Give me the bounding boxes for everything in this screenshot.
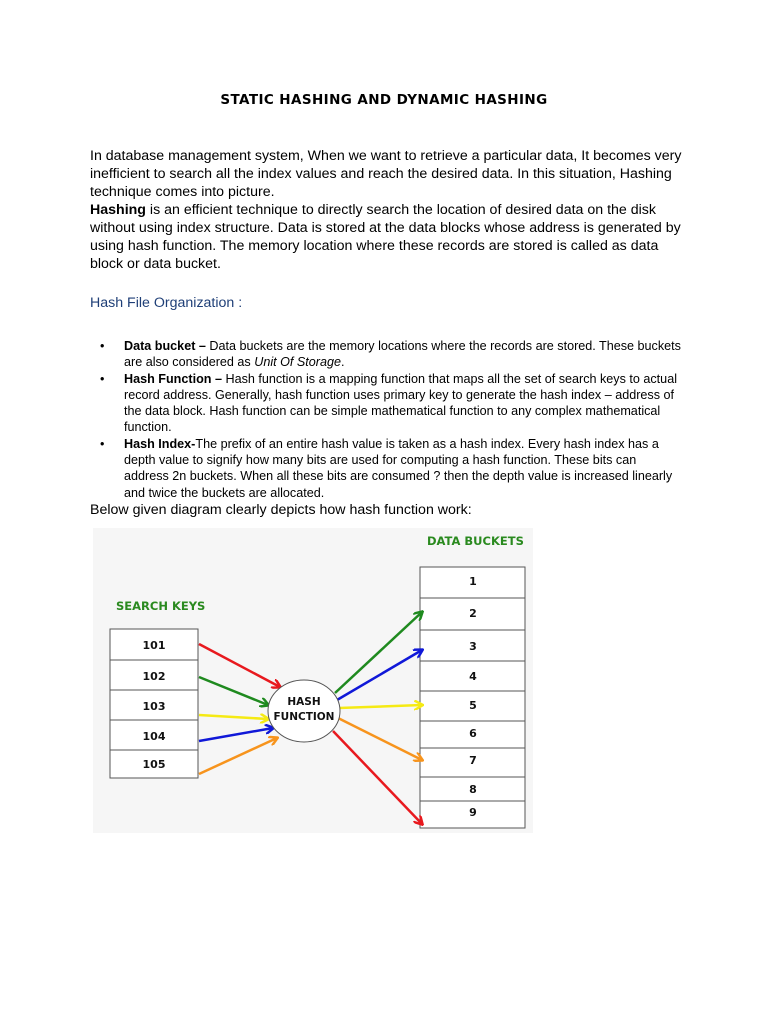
bullet-term: Hash Index-: [124, 436, 196, 451]
bucket-cell: 5: [469, 699, 477, 712]
bullet-text: The prefix of an entire hash value is taken as a hash index. Every hash index has a depth value to signify how many bits are used for computing a hash function. These bits can address 2n buckets. When all these bits are consumed ? then the depth value is increased linearly and twice the buckets are allocated.: [124, 436, 673, 500]
arrow-yellow-out: [339, 705, 422, 708]
bucket-cell: 7: [469, 754, 477, 767]
list-item-hash-function: [124, 371, 684, 436]
hash-label-line2: FUNCTION: [273, 711, 335, 723]
hashing-term: Hashing: [90, 202, 146, 218]
hash-diagram-svg: [93, 528, 533, 833]
arrow-blue-in: [199, 728, 273, 741]
search-keys-table: [110, 629, 198, 778]
intro-paragraph: In database management system, When we want to retrieve a particular data, It becomes very inefficient to search all the index values and reach the desired data. In this situation, Hashing technique comes into picture.: [90, 148, 682, 200]
data-buckets-table: [420, 567, 525, 828]
bucket-cell: 9: [469, 806, 477, 819]
bullet-text: Hash function is a mapping function that maps all the set of search keys to actual record address. Generally, hash function uses primary key to generate the hash index – address of the data block. Hash function can be simple mathematical function to any complex mathematical function.: [124, 371, 677, 435]
definition-list: [0, 338, 768, 501]
bucket-cell: 1: [469, 575, 477, 588]
section-heading: Hash File Organization :: [90, 295, 243, 311]
bullet-emphasis: Unit Of Storage: [254, 355, 342, 370]
arrow-blue-out: [337, 650, 422, 700]
page-title: STATIC HASHING AND DYNAMIC HASHING: [220, 92, 548, 108]
search-keys-label: SEARCH KEYS: [116, 599, 206, 613]
bucket-cell: 4: [469, 670, 477, 683]
hash-function-node: [268, 680, 340, 742]
search-key-cell: 103: [142, 700, 166, 713]
list-item-hash-index: [124, 436, 684, 501]
diagram-intro: Below given diagram clearly depicts how hash function work:: [90, 502, 472, 518]
arrow-red-out: [333, 731, 422, 824]
bullet-tail: .: [341, 355, 345, 370]
hashing-paragraph: [90, 201, 690, 273]
search-key-cell: 101: [142, 639, 166, 652]
arrow-orange-in: [199, 738, 277, 774]
arrow-red-in: [199, 644, 280, 687]
search-key-cell: 105: [142, 758, 166, 771]
list-item-data-bucket: [124, 338, 684, 371]
search-key-cell: 104: [142, 730, 166, 743]
bucket-cell: 3: [469, 640, 477, 653]
bucket-cell: 2: [469, 607, 477, 620]
hash-label-line1: HASH: [287, 696, 321, 708]
bullet-term: Hash Function –: [124, 371, 222, 386]
bullet-term: Data bucket –: [124, 339, 206, 353]
arrow-green-in: [199, 677, 268, 705]
arrow-green-out: [335, 612, 422, 693]
arrow-orange-out: [338, 718, 422, 760]
search-key-cell: 102: [142, 670, 166, 683]
hashing-text: is an efficient technique to directly search the location of desired data on the disk without using index structure. Data is stored at the data blocks whose address is generated by using hash function. The memory location where these records are stored is called as data block or data bucket.: [90, 202, 681, 272]
bullet-text: Data buckets are the memory locations where the records are stored. These buckets are also considered as: [124, 339, 681, 370]
data-buckets-label: DATA BUCKETS: [427, 534, 524, 548]
bucket-cell: 6: [469, 727, 477, 740]
bucket-cell: 8: [469, 783, 477, 796]
hash-diagram: [93, 528, 533, 833]
arrow-yellow-in: [199, 715, 268, 719]
